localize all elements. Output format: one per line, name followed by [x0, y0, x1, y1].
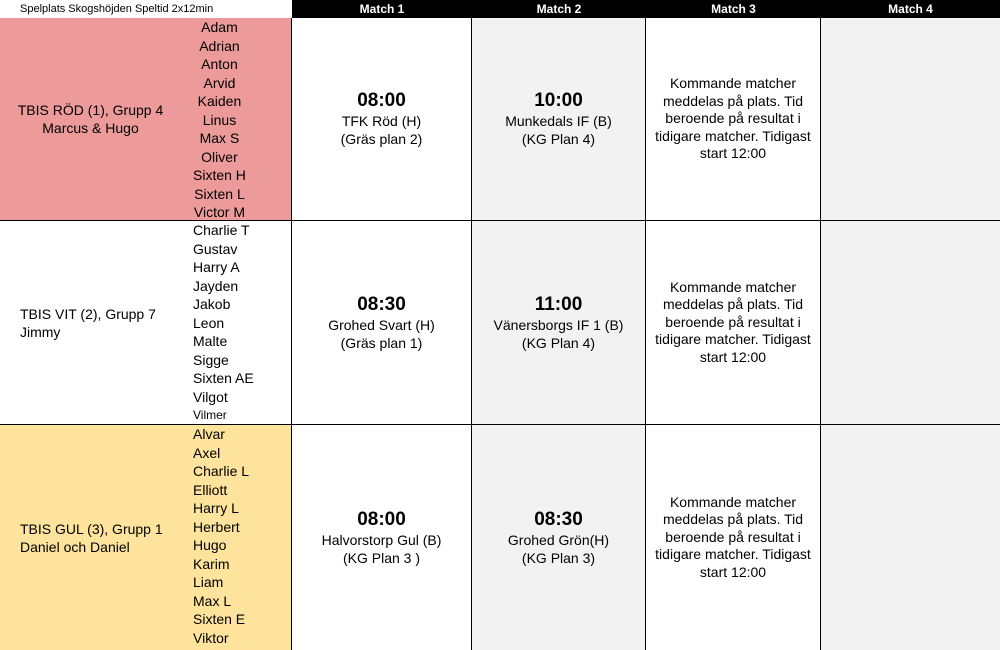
- match-opponent: Grohed Svart (H): [328, 316, 435, 333]
- match-2-cell: [472, 221, 646, 425]
- player-name: Charlie T: [193, 222, 250, 238]
- team-cell: [0, 18, 292, 221]
- match-opponent: Grohed Grön(H): [507, 531, 610, 548]
- player-name: Herbert: [193, 518, 240, 535]
- player-name: Jayden: [193, 277, 239, 294]
- player-name: Max S: [199, 130, 240, 146]
- header-match-4: Match 4: [821, 0, 1000, 18]
- player-name: Vilgot: [193, 388, 228, 405]
- team-cell: [0, 425, 292, 650]
- player-name: Charlie L: [193, 463, 250, 479]
- match-venue: (KG Plan 3): [521, 549, 596, 566]
- match-1-cell: [292, 425, 472, 650]
- player-name: Victor M: [193, 204, 245, 220]
- team-coaches: Daniel och Daniel: [20, 538, 130, 555]
- player-name: Kaiden: [197, 93, 242, 109]
- match-venue: (Gräs plan 2): [340, 131, 423, 147]
- match-time: 10:00: [534, 90, 583, 111]
- player-name: Arvid: [203, 74, 236, 91]
- player-name: Jakob: [193, 296, 231, 312]
- match-1-cell: [292, 221, 472, 425]
- player-name: Harry A: [193, 259, 240, 275]
- player-name: Viktor: [193, 629, 229, 646]
- team-name: TBIS VIT (2), Grupp 7: [20, 305, 156, 322]
- match-venue: (KG Plan 4): [521, 131, 596, 147]
- match-3-note: Kommande matcher meddelas på plats. Tid beroende på resultat i tidigare matcher. Tidigast start 12:00: [646, 221, 821, 425]
- player-list: [193, 18, 246, 222]
- team-coaches: Jimmy: [20, 323, 61, 340]
- team-label: [20, 520, 163, 556]
- player-name: Axel: [193, 444, 221, 461]
- player-name: Sixten L: [194, 185, 245, 202]
- match-opponent: Halvorstorp Gul (B): [321, 531, 442, 548]
- player-name: Anton: [201, 56, 238, 72]
- player-name: Sigge: [193, 351, 229, 368]
- player-list: [193, 221, 254, 425]
- player-name: Adam: [201, 19, 238, 35]
- match-time: 08:30: [357, 293, 406, 315]
- match-4-cell: [821, 221, 1000, 425]
- header-match-1: Match 1: [292, 0, 472, 18]
- team-row-yellow: [0, 425, 1000, 650]
- player-name: Sixten E: [193, 611, 246, 627]
- match-3-note: Kommande matcher meddelas på plats. Tid beroende på resultat i tidigare matcher. Tidigast start 12:00: [646, 425, 821, 650]
- match-opponent: Vänersborgs IF 1 (B): [493, 316, 624, 333]
- match-venue: (KG Plan 4): [521, 334, 596, 351]
- team-name: TBIS RÖD (1), Grupp 4: [17, 102, 164, 118]
- match-2-cell: [472, 425, 646, 650]
- match-1-cell: [292, 18, 472, 221]
- player-name: Hugo: [193, 537, 227, 553]
- player-list: [193, 425, 249, 647]
- player-name: Sixten AE: [193, 370, 254, 386]
- player-name: Oliver: [201, 148, 238, 165]
- team-name: TBIS GUL (3), Grupp 1: [20, 520, 163, 537]
- player-name: Harry L: [193, 500, 239, 516]
- team-row-red: [0, 18, 1000, 221]
- sheet-title: Spelplats Skogshöjden Speltid 2x12min: [0, 0, 292, 18]
- team-coaches: Marcus & Hugo: [42, 120, 139, 136]
- header-match-2: Match 2: [472, 0, 646, 18]
- player-name: Alvar: [193, 426, 225, 442]
- player-name: Karim: [193, 555, 230, 572]
- player-name: Liam: [193, 574, 224, 590]
- player-name: Elliott: [193, 481, 228, 498]
- match-time: 08:00: [357, 90, 406, 111]
- match-4-cell: [821, 425, 1000, 650]
- player-name: Gustav: [193, 240, 238, 257]
- match-venue: (KG Plan 3 ): [342, 549, 421, 566]
- match-2-cell: [472, 18, 646, 221]
- player-name: Sixten H: [193, 167, 246, 183]
- match-4-cell: [821, 18, 1000, 221]
- header-match-3: Match 3: [646, 0, 821, 18]
- player-name: Adrian: [199, 37, 240, 54]
- player-name: Leon: [193, 314, 225, 331]
- match-3-note: Kommande matcher meddelas på plats. Tid beroende på resultat i tidigare matcher. Tidigast start 12:00: [646, 18, 821, 221]
- match-opponent: Munkedals IF (B): [505, 113, 612, 129]
- match-opponent: TFK Röd (H): [341, 113, 422, 129]
- match-time: 11:00: [534, 293, 583, 315]
- player-name: Malte: [193, 333, 228, 349]
- team-cell: [0, 221, 292, 425]
- player-name: Max L: [193, 592, 232, 609]
- match-time: 08:00: [357, 508, 406, 530]
- team-row-white: [0, 221, 1000, 425]
- team-label: [20, 305, 156, 341]
- player-name: Vilmer: [193, 408, 227, 422]
- match-venue: (Gräs plan 1): [340, 334, 423, 351]
- match-time: 08:30: [534, 508, 583, 530]
- player-name: Linus: [202, 111, 237, 128]
- team-label: [18, 101, 163, 137]
